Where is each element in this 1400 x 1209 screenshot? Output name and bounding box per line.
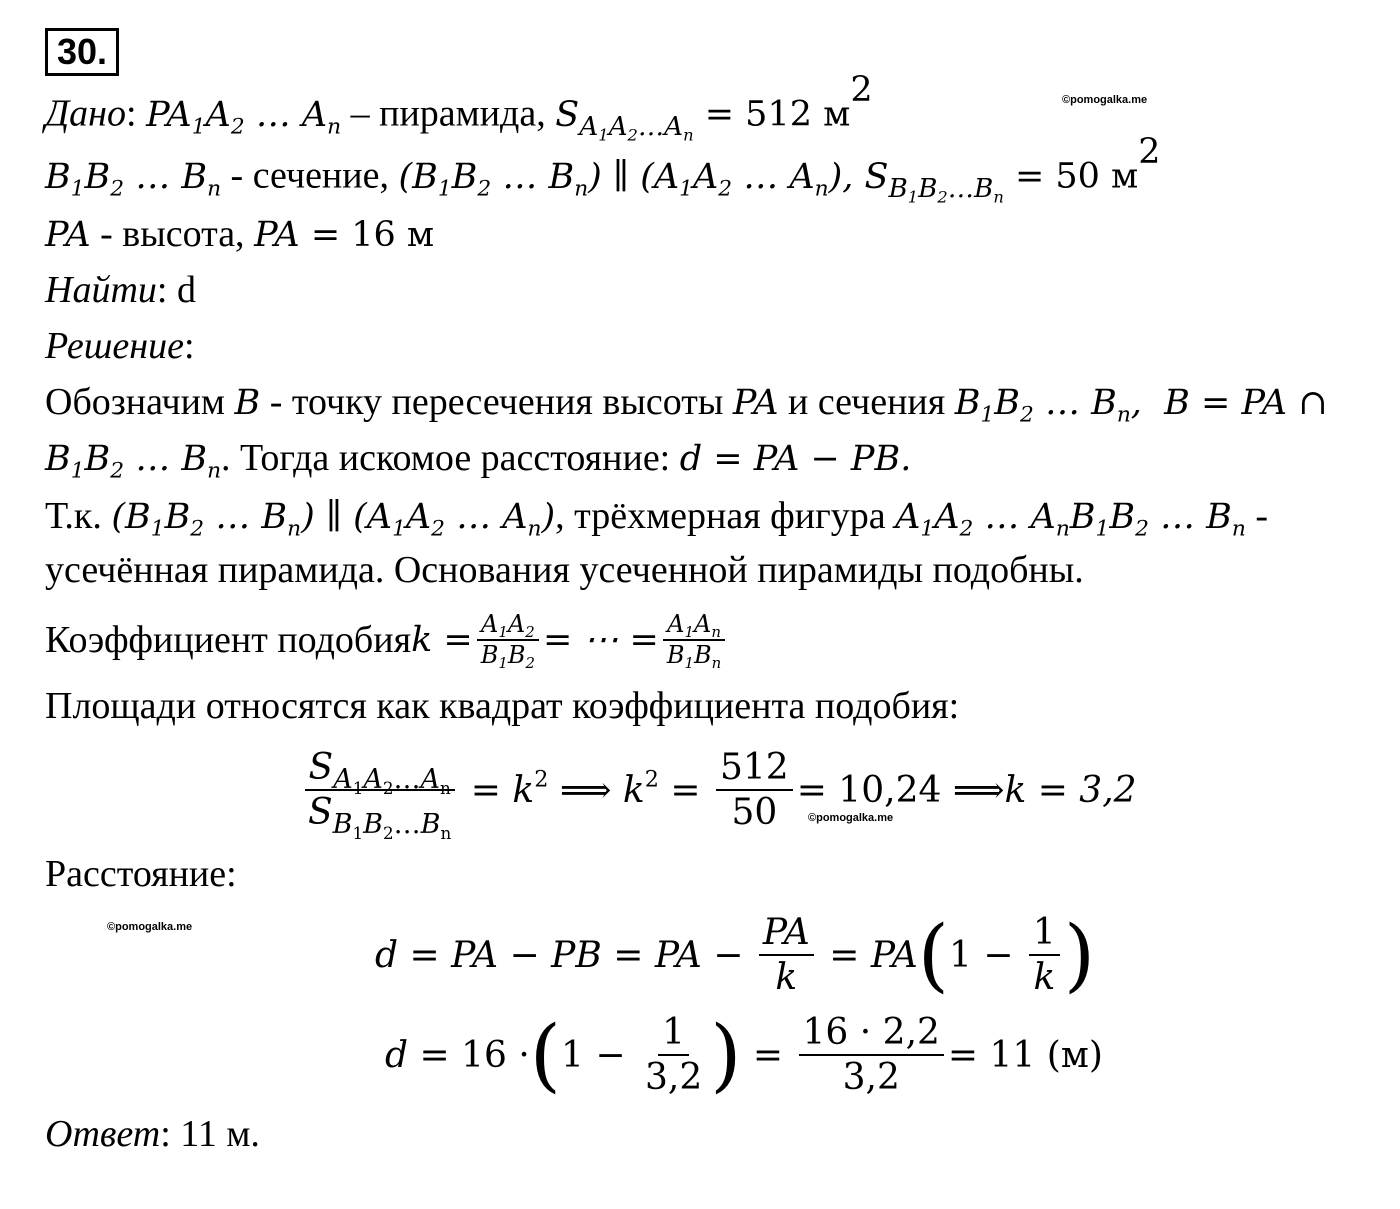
find-line	[45, 268, 196, 312]
solution-heading: Решение:	[45, 325, 195, 367]
given-text: - сечение,	[221, 154, 399, 197]
solution-line-4: усечённая пирамида. Основания усеченной пирамиды подобны.	[45, 549, 1084, 591]
given-height-value: = 16 м	[299, 215, 435, 255]
equation-d-general: d = PA − PB = PA − $\frac{PA}{k}$ = PA ( 1 − $\frac{1}{k}$ )	[375, 908, 1096, 1001]
fraction: $\frac{1}{k}$	[1029, 911, 1060, 999]
solution-line-5: Коэффициент подобия k = $\frac{A_1A_2}{B_1B_2}$ = ⋯ = $\frac{A_1A_n}{B_1B_n}$	[45, 600, 729, 680]
solution-label: Решение	[45, 325, 184, 367]
fraction: $\frac{A_1A_2}{B_1B_2}$	[477, 610, 539, 670]
equation-k: $\frac{S_{A_1A_2\dots A_n}}{S_{B_1B_2\dots B_n}}$ = $k^2$ ⟹ $k^2$ = $\frac{512}{50}$ = 10,24 ⟹ k = 3,2	[300, 735, 1137, 845]
fraction: $\frac{512}{50}$	[716, 746, 793, 834]
given-line-1: Дано: $PA_1A_2$ … $A_n$ – пирамида, $S_{A_1A_2\dots A_n} = 512$ $м^2$	[45, 70, 873, 145]
problem-number: 30.	[45, 28, 119, 76]
solution-line-2: $B_1B_2$ … $B_n$. Тогда искомое расстояние: d = PA − PB.	[45, 437, 912, 484]
equation-d-numeric: d = 16 · ( 1 − $\frac{1}{3,2}$ ) = $\frac{16 \cdot 2,2}{3,2}$ = 11 (м)	[385, 1008, 1103, 1101]
answer-value: : 11 м.	[160, 1113, 260, 1155]
answer-line	[45, 1112, 260, 1156]
solution-line-3: Т.к. ($B_1B_2$ … $B_n$) ∥ ($A_1A_2$ … $A_n$), трёхмерная фигура $A_1A_2$ … $A_nB_1B_2$ … $B_n$ -	[45, 495, 1268, 542]
fraction: $\frac{PA}{k}$	[759, 911, 814, 999]
given-section-value: = 50 м	[1003, 156, 1139, 197]
answer-label: Ответ	[45, 1113, 161, 1155]
given-area-value: = 512 м	[693, 94, 851, 135]
find-value: : d	[156, 269, 196, 311]
solution-line-1: Обозначим B - точку пересечения высоты PA и сечения $B_1B_2$ … $B_n$, B = PA ∩	[45, 381, 1328, 428]
fraction: $\frac{16 \cdot 2,2}{3,2}$	[799, 1011, 944, 1099]
watermark: ©pomogalka.me	[107, 921, 193, 933]
given-text: - высота,	[90, 213, 255, 255]
given-text: – пирамида,	[341, 92, 556, 135]
solution-line-6: Площади относятся как квадрат коэффициента подобия:	[45, 685, 960, 727]
given-label: Дано	[45, 92, 127, 135]
given-line-3: PA - высота, PA = 16 м	[45, 213, 435, 255]
fraction: $\frac{S_{A_1A_2\dots A_n}}{S_{B_1B_2\dots B_n}}$	[304, 746, 455, 834]
watermark: ©pomogalka.me	[808, 812, 894, 824]
given-line-2: $B_1B_2$ … $B_n$ - сечение, ($B_1B_2$ … $B_n$) ∥ ($A_1A_2$ … $A_n$), $S_{B_1B_2\dots B_n} = 50$ $м^2$	[45, 132, 1161, 207]
distance-label: Расстояние:	[45, 853, 237, 895]
find-label: Найти	[45, 269, 157, 311]
fraction: $\frac{1}{3,2}$	[644, 1011, 703, 1098]
fraction: $\frac{A_1A_n}{B_1B_n}$	[663, 610, 725, 670]
watermark: ©pomogalka.me	[1062, 94, 1148, 106]
